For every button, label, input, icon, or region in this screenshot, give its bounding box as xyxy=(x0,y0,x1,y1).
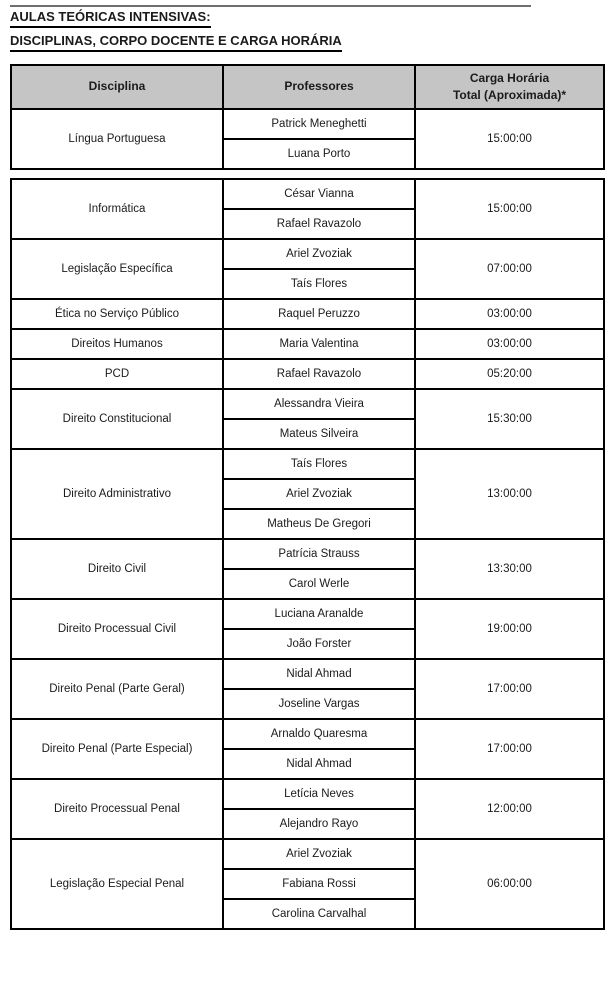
professor-cell: Joseline Vargas xyxy=(223,689,415,719)
table-row xyxy=(11,329,604,359)
professor-cell: Carol Werle xyxy=(223,569,415,599)
discipline-cell: Direitos Humanos xyxy=(11,329,223,359)
table-row xyxy=(11,359,604,389)
professor-cell: Raquel Peruzzo xyxy=(223,299,415,329)
column-header-carga-horaria xyxy=(415,65,604,109)
hours-cell: 13:30:00 xyxy=(415,539,604,599)
professor-cell: Taís Flores xyxy=(223,269,415,299)
table-header-row xyxy=(11,65,604,109)
discipline-cell: Direito Constitucional xyxy=(11,389,223,449)
course-table-part2 xyxy=(10,178,605,930)
professor-cell: Ariel Zvoziak xyxy=(223,479,415,509)
discipline-cell: PCD xyxy=(11,359,223,389)
page-subtitle xyxy=(10,29,610,53)
page-title-text: AULAS TEÓRICAS INTENSIVAS: xyxy=(10,7,211,28)
hours-cell: 03:00:00 xyxy=(415,329,604,359)
hours-cell: 15:00:00 xyxy=(415,109,604,169)
table-row xyxy=(11,539,604,569)
hours-cell: 06:00:00 xyxy=(415,839,604,929)
professor-cell: Luana Porto xyxy=(223,139,415,169)
professor-cell: Arnaldo Quaresma xyxy=(223,719,415,749)
discipline-cell: Direito Administrativo xyxy=(11,449,223,539)
professor-cell: Maria Valentina xyxy=(223,329,415,359)
table-row xyxy=(11,389,604,419)
discipline-cell: Língua Portuguesa xyxy=(11,109,223,169)
hours-cell: 13:00:00 xyxy=(415,449,604,539)
hours-cell: 07:00:00 xyxy=(415,239,604,299)
table-row xyxy=(11,449,604,479)
professor-cell: Mateus Silveira xyxy=(223,419,415,449)
professor-cell: Taís Flores xyxy=(223,449,415,479)
hours-cell: 03:00:00 xyxy=(415,299,604,329)
professor-cell: Letícia Neves xyxy=(223,779,415,809)
hours-cell: 12:00:00 xyxy=(415,779,604,839)
professor-cell: Carolina Carvalhal xyxy=(223,899,415,929)
professor-cell: Alejandro Rayo xyxy=(223,809,415,839)
professor-cell: Patrícia Strauss xyxy=(223,539,415,569)
hours-cell: 17:00:00 xyxy=(415,719,604,779)
professor-cell: João Forster xyxy=(223,629,415,659)
professor-cell: Fabiana Rossi xyxy=(223,869,415,899)
table-row xyxy=(11,299,604,329)
hours-cell: 15:30:00 xyxy=(415,389,604,449)
document-headings xyxy=(10,5,610,53)
professor-cell: Luciana Aranalde xyxy=(223,599,415,629)
table-row xyxy=(11,239,604,269)
discipline-cell: Legislação Especial Penal xyxy=(11,839,223,929)
hours-cell: 15:00:00 xyxy=(415,179,604,239)
professor-cell: Rafael Ravazolo xyxy=(223,359,415,389)
page-subtitle-text: DISCIPLINAS, CORPO DOCENTE E CARGA HORÁRIA xyxy=(10,31,342,52)
discipline-cell: Direito Penal (Parte Geral) xyxy=(11,659,223,719)
professor-cell: Matheus De Gregori xyxy=(223,509,415,539)
discipline-cell: Direito Processual Penal xyxy=(11,779,223,839)
column-header-carga-line1: Carga Horária xyxy=(469,70,550,85)
professor-cell: Alessandra Vieira xyxy=(223,389,415,419)
hours-cell: 19:00:00 xyxy=(415,599,604,659)
column-header-disciplina: Disciplina xyxy=(11,65,223,109)
professor-cell: Patrick Meneghetti xyxy=(223,109,415,139)
professor-cell: Ariel Zvoziak xyxy=(223,239,415,269)
discipline-cell: Ética no Serviço Público xyxy=(11,299,223,329)
professor-cell: Rafael Ravazolo xyxy=(223,209,415,239)
hours-cell: 05:20:00 xyxy=(415,359,604,389)
table-row xyxy=(11,659,604,689)
table-row xyxy=(11,599,604,629)
column-header-professores: Professores xyxy=(223,65,415,109)
course-table-part1 xyxy=(10,64,605,170)
professor-cell: Nidal Ahmad xyxy=(223,659,415,689)
discipline-cell: Direito Penal (Parte Especial) xyxy=(11,719,223,779)
table-row xyxy=(11,179,604,209)
table-row xyxy=(11,839,604,869)
table-row xyxy=(11,719,604,749)
professor-cell: César Vianna xyxy=(223,179,415,209)
discipline-cell: Direito Civil xyxy=(11,539,223,599)
discipline-cell: Direito Processual Civil xyxy=(11,599,223,659)
professor-cell: Ariel Zvoziak xyxy=(223,839,415,869)
column-header-carga-line2: Total (Aproximada)* xyxy=(452,88,567,102)
professor-cell: Nidal Ahmad xyxy=(223,749,415,779)
hours-cell: 17:00:00 xyxy=(415,659,604,719)
discipline-cell: Legislação Específica xyxy=(11,239,223,299)
table-row xyxy=(11,109,604,139)
cropped-text-artifact xyxy=(10,5,531,7)
table-row xyxy=(11,779,604,809)
page-title xyxy=(10,5,610,29)
discipline-cell: Informática xyxy=(11,179,223,239)
